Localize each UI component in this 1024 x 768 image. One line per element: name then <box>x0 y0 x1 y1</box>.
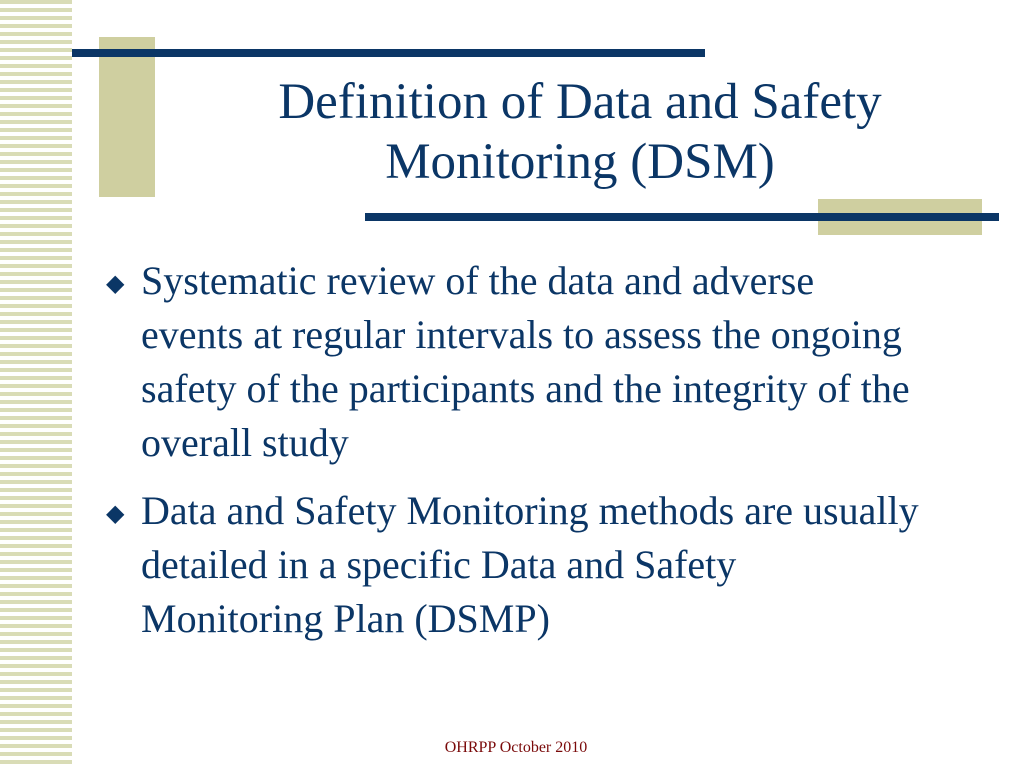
slide-title-line-2: Monitoring (DSM) <box>385 134 775 190</box>
slide-title-line-1: Definition of Data and Safety <box>278 74 882 130</box>
bullet-item <box>104 254 924 470</box>
diamond-bullet-icon: ◆ <box>106 501 125 527</box>
bullet-list <box>104 254 924 660</box>
bullet-item <box>104 484 924 646</box>
slide-footer: OHRPP October 2010 <box>444 739 588 756</box>
slide-title <box>160 72 1000 192</box>
bullet-text: Data and Safety Monitoring methods are usually detailed in a specific Data and Safety Monitoring Plan (DSMP) <box>141 488 919 641</box>
bottom-rule <box>365 213 999 221</box>
bullet-text: Systematic review of the data and adverse events at regular intervals to assess the ongoing safety of the participants and the integrity of the overall study <box>141 258 910 465</box>
top-rule <box>72 49 705 57</box>
diamond-bullet-icon: ◆ <box>106 271 125 297</box>
title-accent-block <box>99 37 155 197</box>
left-stripe-decoration <box>0 0 72 768</box>
